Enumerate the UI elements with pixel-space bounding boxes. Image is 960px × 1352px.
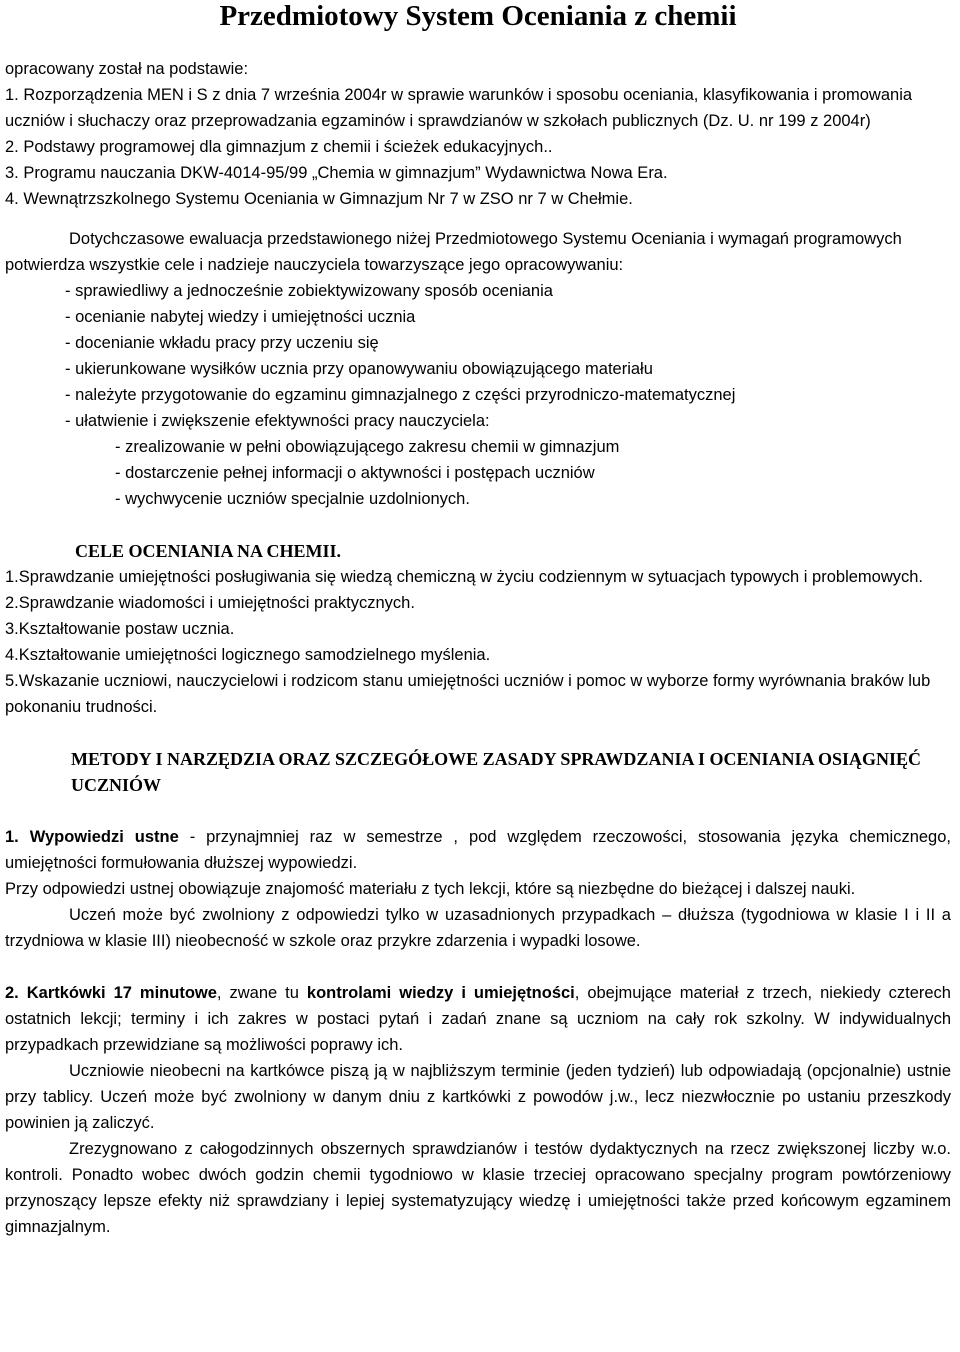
document-title: Przedmiotowy System Oceniania z chemii [219, 0, 737, 32]
document-page [5, 0, 951, 1240]
oral-paragraph-2: Przy odpowiedzi ustnej obowiązuje znajomość materiału z tych lekcji, które są niezbędne do bieżącej i dalszej nauki. [5, 880, 856, 898]
quizzes-paragraph [5, 980, 951, 1058]
evaluation-point: - ułatwienie i zwiększenie efektywności pracy nauczyciela: [65, 412, 490, 430]
oral-paragraph-3: Uczeń może być zwolniony z odpowiedzi tylko w uzasadnionych przypadkach – dłuższa (tygodniowa w klasie I i II a trzydniowa w klasie III) nieobecność w szkole oraz przykre zdarzenia i wypadki losowe. [5, 906, 951, 950]
quizzes-text-2: , obejmujące materiał z trzech, niekiedy czterech ostatnich lekcji; terminy i ich zakres w postaci pytań i zadań znane są uczniom na cały rok szkolny. W indywidualnych przypadkach przewidziane są możliwości poprawy ich. [5, 984, 951, 1054]
methods-heading: METODY I NARZĘDZIA ORAZ SZCZEGÓŁOWE ZASADY SPRAWDZANIA I OCENIANIA OSIĄGNIĘĆ UCZNIÓW [71, 749, 921, 795]
quizzes-label: 2. Kartkówki 17 minutowe [5, 984, 217, 1002]
evaluation-subpoint: - zrealizowanie w pełni obowiązującego zakresu chemii w gimnazjum [115, 438, 620, 456]
evaluation-paragraph: Dotychczasowe ewaluacja przedstawionego niżej Przedmiotowego Systemu Oceniania i wymagań programowych potwierdza wszystkie cele i nadzieje nauczyciela towarzyszące jego opracowywaniu: [5, 230, 902, 274]
evaluation-subpoint: - wychwycenie uczniów specjalnie uzdolnionych. [115, 490, 470, 508]
quizzes-bold: kontrolami wiedzy i umiejętności [306, 984, 575, 1002]
basis-item: 3. Programu nauczania DKW-4014-95/99 „Chemia w gimnazjum” Wydawnictwa Nowa Era. [5, 164, 668, 182]
evaluation-point: - należyte przygotowanie do egzaminu gimnazjalnego z części przyrodniczo-matematycznej [65, 386, 736, 404]
basis-item: 1. Rozporządzenia MEN i S z dnia 7 września 2004r w sprawie warunków i sposobu oceniania, klasyfikowania i promowania uczniów i słuchaczy oraz przeprowadzania egzaminów i sprawdzianów w szkołach publicznych (Dz. U. nr 199 z 2004r) [5, 86, 913, 130]
basis-item: 2. Podstawy programowej dla gimnazjum z chemii i ścieżek edukacyjnych.. [5, 138, 553, 156]
goal-item: 2.Sprawdzanie wiadomości i umiejętności praktycznych. [5, 594, 415, 612]
oral-paragraph [5, 824, 951, 876]
goal-item: 4.Kształtowanie umiejętności logicznego samodzielnego myślenia. [5, 646, 491, 664]
basis-item: 4. Wewnątrzszkolnego Systemu Oceniania w Gimnazjum Nr 7 w ZSO nr 7 w Chełmie. [5, 190, 633, 208]
evaluation-point: - ocenianie nabytej wiedzy i umiejętności ucznia [65, 308, 416, 326]
evaluation-subpoint: - dostarczenie pełnej informacji o aktywności i postępach uczniów [115, 464, 595, 482]
goal-item: 5.Wskazanie uczniowi, nauczycielowi i rodzicom stanu umiejętności uczniów i pomoc w wyborze formy wyrównania braków lub pokonaniu trudności. [5, 672, 931, 716]
evaluation-point: - sprawiedliwy a jednocześnie zobiektywizowany sposób oceniania [65, 282, 553, 300]
basis-section [5, 56, 951, 212]
evaluation-section [5, 226, 951, 512]
goals-heading: CELE OCENIANIA NA CHEMII. [75, 541, 342, 561]
oral-label: 1. Wypowiedzi ustne [5, 828, 179, 846]
quizzes-paragraph-2: Uczniowie nieobecni na kartkówce piszą ją w najbliższym terminie (jeden tydzień) lub odpowiadają (opcjonalnie) ustnie przy tablicy. Uczeń może być zwolniony w danym dniu z kartkówki z powodów j.w., lecz niezwłocznie po ustaniu przeszkody powinien ją zaliczyć. [5, 1062, 951, 1132]
evaluation-point: - ukierunkowane wysiłków ucznia przy opanowywaniu obowiązującego materiału [65, 360, 653, 378]
basis-intro: opracowany został na podstawie: [5, 60, 249, 78]
quizzes-text-1: , zwane tu [216, 984, 307, 1002]
goals-section [5, 538, 951, 720]
goal-item: 3.Kształtowanie postaw ucznia. [5, 620, 235, 638]
quizzes-paragraph-3: Zrezygnowano z całogodzinnych obszernych sprawdzianów i testów dydaktycznych na rzecz zwiększonej liczby w.o. kontroli. Ponadto wobec dwóch godzin chemii tygodniowo w klasie trzeciej opracowano specjalny program powtórzeniowy przynoszący lepsze efekty niż sprawdziany i lepiej systematyzujący wiedzę i umiejętności także przed końcowym egzaminem gimnazjalnym. [5, 1140, 951, 1236]
oral-text: - przynajmniej raz w semestrze , pod względem rzeczowości, stosowania języka chemicznego, umiejętności formułowania dłuższej wypowiedzi. [5, 828, 951, 872]
goal-item: 1.Sprawdzanie umiejętności posługiwania się wiedzą chemiczną w życiu codziennym w sytuacjach typowych i problemowych. [5, 568, 924, 586]
evaluation-point: - docenianie wkładu pracy przy uczeniu się [65, 334, 379, 352]
methods-section [5, 746, 951, 1240]
